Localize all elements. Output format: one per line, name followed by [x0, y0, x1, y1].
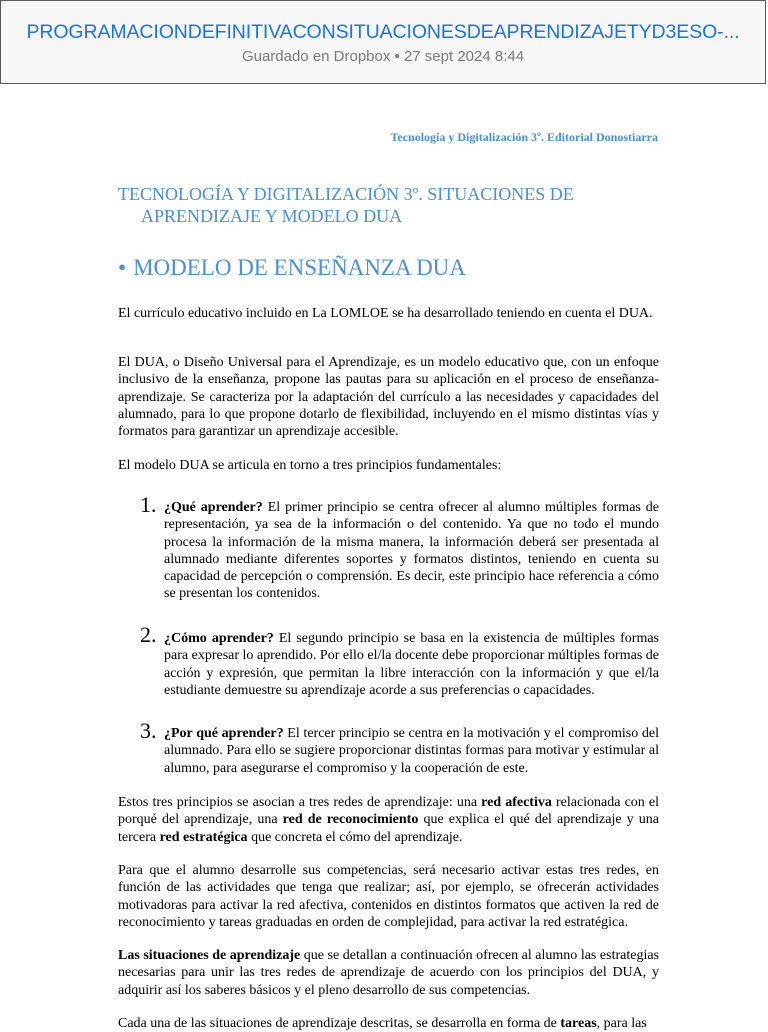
- list-number-3: 3.: [140, 718, 157, 743]
- list-item-1-text: El primer principio se centra ofrecer al alumno múltiples formas de representación, ya sea de la información o del contenido. Ya que no todo el mundo procesa la información de la misma manera, la información deberá ser presentada al alumnado mediante diferentes soportes y formatos distintos, teniendo en cuenta su capacidad de percepción o comprensión. Es decir, este principio hace referencia a cómo se presentan los contenidos.: [164, 500, 659, 602]
- paragraph-5: Para que el alumno desarrolle sus competencias, será necesario activar estas tres redes, en función de las actividades que tenga que realizar; así, por ejemplo, se ofrecerán actividades motivadoras para activar la red afectiva, contenidos en distintos formatos que activen la red de reconocimiento y tareas graduadas en orden de complejidad, para activar la red estratégica.: [118, 863, 659, 930]
- paragraph-2: El DUA, o Diseño Universal para el Aprendizaje, es un modelo educativo que, con un enfoque inclusivo de la enseñanza, propone las pautas para su aplicación en el proceso de enseñanza-aprendizaje. Se caracteriza por la adaptación del currículo a las necesidades y capacidades del alumnado, para lo que propone dotarlo de flexibilidad, incluyendo en el mismo distintas vías y formatos para garantizar un aprendizaje accesible.: [118, 355, 659, 440]
- p7-text-c: , para las: [596, 1016, 647, 1031]
- list-item-1-question: ¿Qué aprender?: [164, 500, 263, 515]
- list-number-1: 1.: [140, 492, 157, 517]
- paragraph-3: El modelo DUA se articula en torno a tres principios fundamentales:: [118, 458, 502, 473]
- list-item-1: [164, 499, 659, 603]
- list-item-2-text: El segundo principio se basa en la existencia de múltiples formas para expresar lo aprendido. Por ello el/la docente debe proporcionar múltiples formas de acción y expresión, que permitan la libre interacción con la información y que el/la estudiante demuestre su aprendizaje acorde a sus preferencias o capacidades.: [164, 631, 660, 698]
- document-page: [0, 84, 768, 1031]
- file-save-status: Guardado en Dropbox • 27 sept 2024 8:44: [241, 48, 525, 65]
- title-line-1: TECNOLOGÍA Y DIGITALIZACIÓN 3º. SITUACIONES DE: [118, 184, 574, 204]
- p4-text-d: que explica el qué del aprendizaje y una tercera: [118, 812, 660, 845]
- list-item-2: [164, 630, 659, 699]
- paragraph-4: [118, 794, 659, 846]
- p7-tareas: tareas: [560, 1016, 597, 1031]
- p4-text-a: Estos tres principios se asocian a tres redes de aprendizaje: una: [118, 795, 482, 810]
- section-heading: [118, 255, 466, 281]
- p6-text: que se detallan a continuación ofrecen al alumno las estrategias necesarias para unir las tres redes de aprendizaje de acuerdo con los principios del DUA, y adquirir así los saberes básicos y el pleno desarrollo de sus competencias.: [118, 948, 659, 998]
- p4-text-c: relacionada con el porqué del aprendizaje, una: [118, 795, 660, 828]
- p4-red-reconocimiento: red de reconocimiento: [282, 812, 419, 828]
- list-item-2-question: ¿Cómo aprender?: [164, 631, 274, 646]
- list-item-3-text: El tercer principio se centra en la motivación y el compromiso del alumnado. Para ello se sugiere proporcionar distintas formas para motivar y estimular al alumno, para asegurarse el compromiso y la cooperación de este.: [164, 726, 659, 776]
- paragraph-6: [118, 947, 659, 999]
- title-line-2: APRENDIZAJE Y MODELO DUA: [141, 206, 403, 226]
- section-heading-text: MODELO DE ENSEÑANZA DUA: [133, 255, 466, 280]
- list-item-3-question: ¿Por qué aprender?: [164, 726, 284, 741]
- list-item-3: [164, 725, 659, 777]
- list-number-2: 2.: [140, 622, 157, 647]
- p6-situaciones: Las situaciones de aprendizaje: [118, 948, 301, 963]
- paragraph-1: El currículo educativo incluido en La LOMLOE se ha desarrollado teniendo en cuenta el DUA.: [118, 306, 653, 321]
- document-header-bar: [0, 0, 766, 84]
- p4-red-estrategica: red estratégica: [159, 829, 248, 845]
- bullet-icon: •: [118, 255, 127, 280]
- file-title[interactable]: PROGRAMACIONDEFINITIVACONSITUACIONESDEAPRENDIZAJETYD3ESO-...: [26, 21, 740, 43]
- p4-text-e: que concreta el cómo del aprendizaje.: [247, 829, 463, 845]
- p7-text-a: Cada una de las situaciones de aprendizaje descritas, se desarrolla en forma de: [118, 1016, 561, 1031]
- document-title: [118, 183, 638, 227]
- running-head: Tecnología y Digitalización 3º. Editorial Donostiarra: [390, 130, 658, 144]
- p4-red-afectiva: red afectiva: [481, 795, 552, 810]
